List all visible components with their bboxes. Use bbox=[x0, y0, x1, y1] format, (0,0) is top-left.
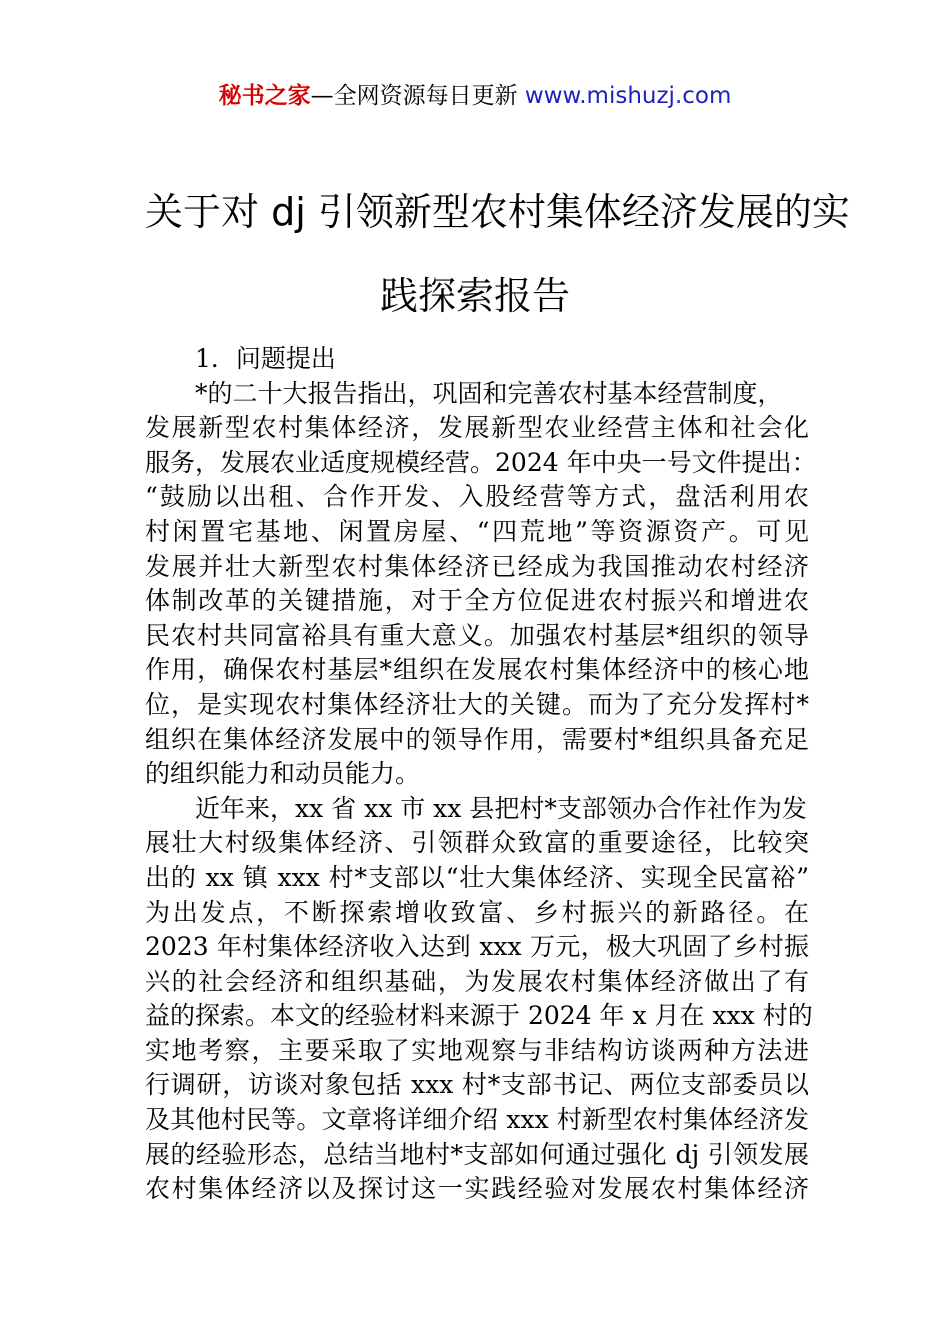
paragraph-line: 民农村共同富裕具有重大意义。加强农村基层*组织的领导 bbox=[145, 620, 809, 650]
paragraph-line: 作用，确保农村基层*组织在发展农村集体经济中的核心地 bbox=[145, 655, 809, 685]
paragraph-line: 益的探索。本文的经验材料来源于 2024 年 x 月在 xxx 村的 bbox=[145, 1001, 813, 1031]
site-url-link[interactable]: www.mishuzj.com bbox=[524, 83, 732, 109]
paragraph-line: 展壮大村级集体经济、引领群众致富的重要途径，比较突 bbox=[145, 828, 809, 858]
paragraph-line: 兴的社会经济和组织基础，为发展农村集体经济做出了有 bbox=[145, 966, 809, 996]
paragraph-line: 发展新型农村集体经济，发展新型农业经营主体和社会化 bbox=[145, 413, 809, 443]
paragraph-line: 展的经验形态，总结当地村*支部如何通过强化 dj 引领发展 bbox=[145, 1139, 809, 1169]
paragraph-line: 村闲置宅基地、闲置房屋、“四荒地”等资源资产。可见 bbox=[145, 516, 809, 546]
paragraph-line: 及其他村民等。文章将详细介绍 xxx 村新型农村集体经济发 bbox=[145, 1105, 809, 1135]
paragraph-line: 位，是实现农村集体经济壮大的关键。而为了充分发挥村* bbox=[145, 689, 809, 719]
document-title bbox=[145, 170, 850, 338]
site-tagline: —全网资源每日更新 bbox=[310, 83, 518, 109]
paragraph-line: 为出发点，不断探索增收致富、乡村振兴的新路径。在 bbox=[145, 897, 809, 927]
paragraph-line: 发展并壮大新型农村集体经济已经成为我国推动农村经济 bbox=[145, 551, 809, 581]
paragraph-line: 行调研，访谈对象包括 xxx 村*支部书记、两位支部委员以 bbox=[145, 1070, 809, 1100]
paragraph-line: *的二十大报告指出，巩固和完善农村基本经营制度， bbox=[195, 378, 783, 408]
paragraph-line: 服务，发展农业适度规模经营。2024 年中央一号文件提出： bbox=[145, 447, 817, 477]
paragraph-1 bbox=[145, 377, 817, 792]
paragraph-line: 组织在集体经济发展中的领导作用，需要村*组织具备充足 bbox=[145, 724, 809, 754]
section-heading: 1．问题提出 bbox=[195, 344, 336, 373]
paragraph-line: 2023 年村集体经济收入达到 xxx 万元，极大巩固了乡村振 bbox=[145, 932, 809, 962]
site-banner bbox=[0, 80, 950, 112]
paragraph-line: 近年来，xx 省 xx 市 xx 县把村*支部领办合作社作为发 bbox=[195, 793, 807, 823]
document-body bbox=[145, 342, 817, 1207]
paragraph-line: 体制改革的关键措施，对于全方位促进农村振兴和增进农 bbox=[145, 586, 809, 616]
paragraph-line: “鼓励以出租、合作开发、入股经营等方式，盘活利用农 bbox=[145, 482, 809, 512]
paragraph-line: 的组织能力和动员能力。 bbox=[145, 759, 421, 789]
site-brand: 秘书之家 bbox=[218, 83, 311, 109]
title-line: 践探索报告 bbox=[379, 274, 570, 318]
title-line: 关于对 dj 引领新型农村集体经济发展的实 bbox=[145, 190, 850, 234]
paragraph-2 bbox=[145, 792, 813, 1207]
paragraph-line: 实地考察，主要采取了实地观察与非结构访谈两种方法进 bbox=[145, 1035, 809, 1065]
paragraph-line: 出的 xx 镇 xxx 村*支部以“壮大集体经济、实现全民富裕” bbox=[145, 862, 809, 892]
paragraph-line: 农村集体经济以及探讨这一实践经验对发展农村集体经济 bbox=[145, 1174, 809, 1204]
